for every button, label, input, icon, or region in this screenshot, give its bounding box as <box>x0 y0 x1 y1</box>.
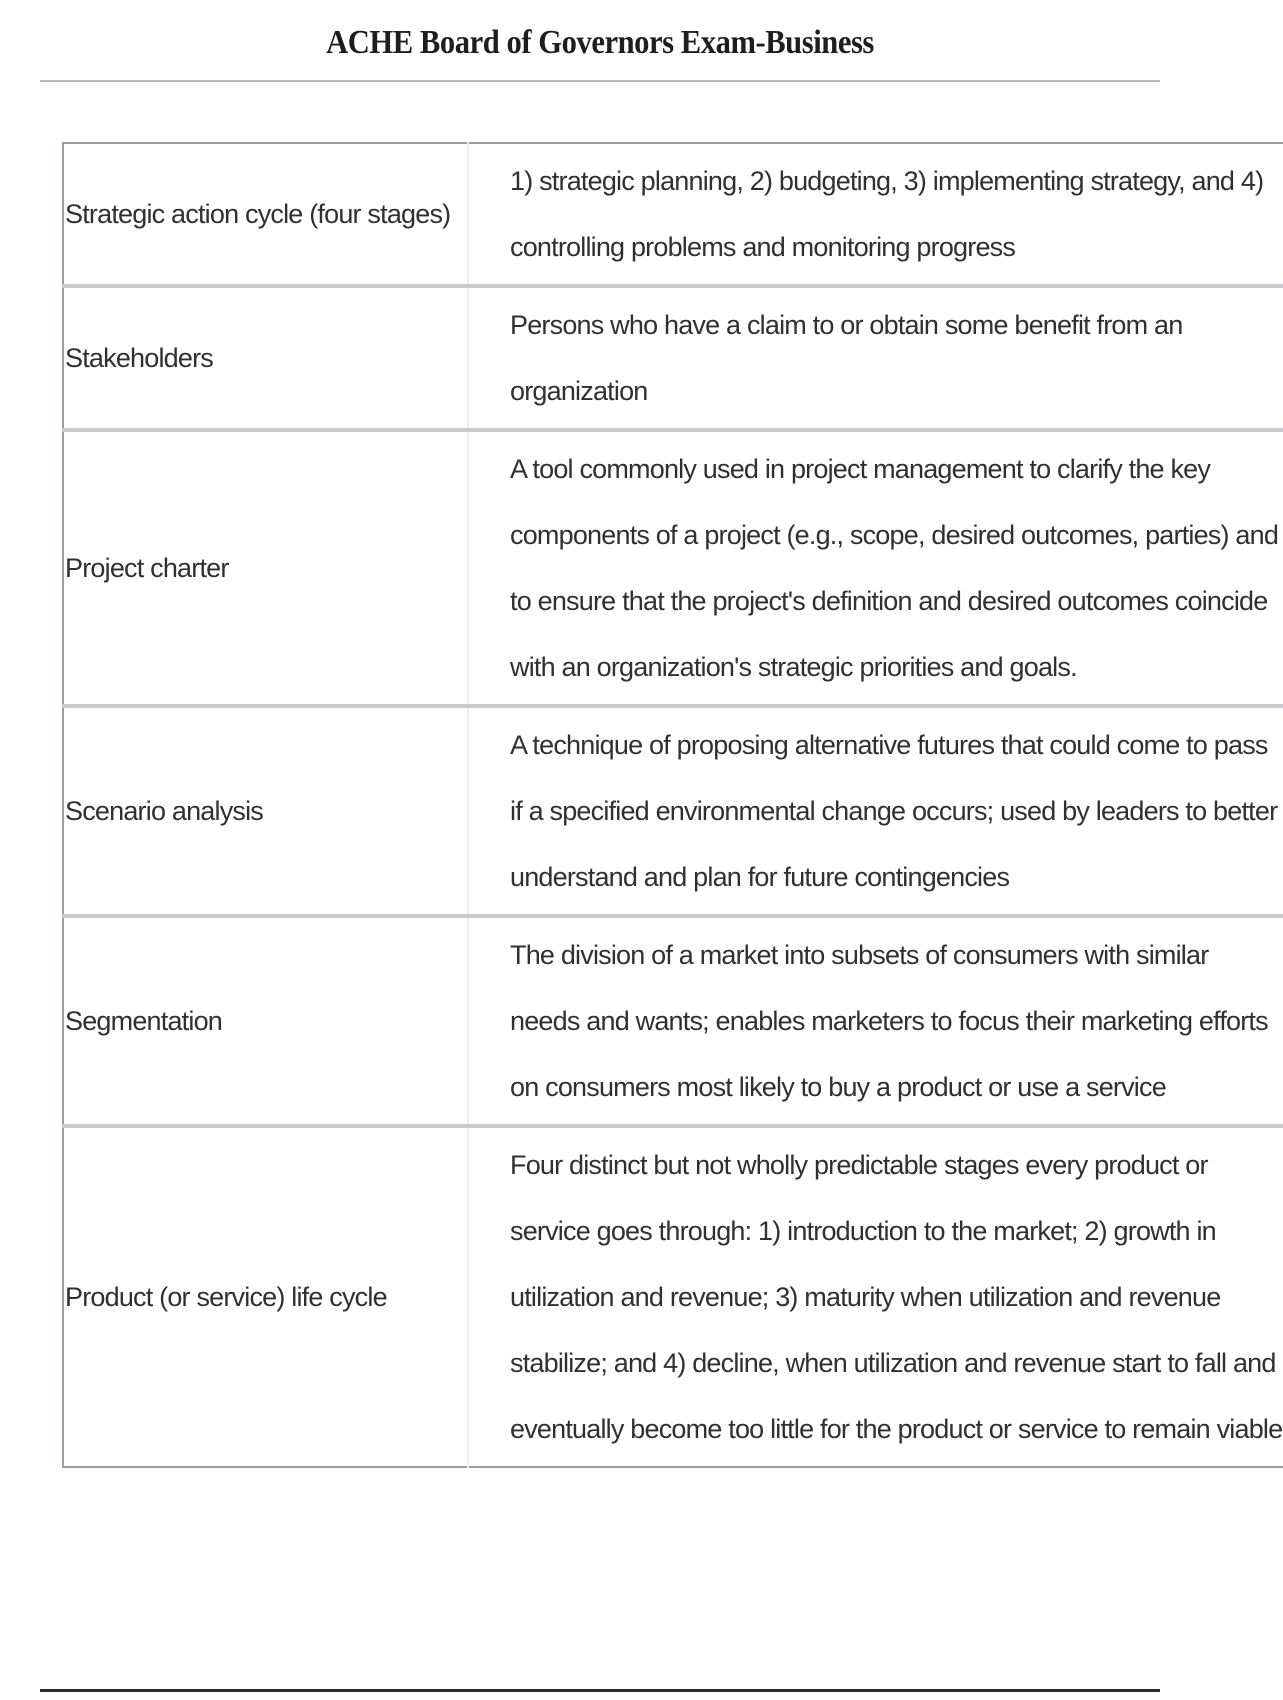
term-cell: Strategic action cycle (four stages) <box>63 143 468 286</box>
term-cell: Scenario analysis <box>63 706 468 916</box>
footer-divider <box>40 1689 1160 1692</box>
table-row <box>63 143 1283 286</box>
definition-cell: A tool commonly used in project management to clarify the key components of a project (e.g., scope, desired outcomes, parties) and to ensure that the project's definition and desired outcomes coincide with an organization's strategic priorities and goals. <box>510 454 1279 682</box>
definition-cell: A technique of proposing alternative futures that could come to pass if a specified environmental change occurs; used by leaders to better understand and plan for future contingencies <box>510 730 1278 892</box>
table-row <box>63 706 1283 916</box>
flashcard-table <box>62 142 1283 1468</box>
document-title: ACHE Board of Governors Exam-Business <box>326 24 874 61</box>
table-row <box>63 430 1283 706</box>
definition-cell: The division of a market into subsets of consumers with similar needs and wants; enables marketers to focus their marketing efforts on consumers most likely to buy a product or use a service <box>510 940 1268 1102</box>
flashcard-table-container <box>62 142 1283 1540</box>
table-row <box>63 286 1283 430</box>
table-row <box>63 1126 1283 1467</box>
term-cell: Stakeholders <box>63 286 468 430</box>
definition-cell: Persons who have a claim to or obtain some benefit from an organization <box>510 310 1183 406</box>
definition-cell: 1) strategic planning, 2) budgeting, 3) implementing strategy, and 4) controlling problems and monitoring progress <box>510 166 1264 262</box>
term-cell: Product (or service) life cycle <box>63 1126 468 1467</box>
term-cell: Segmentation <box>63 916 468 1126</box>
term-cell: Project charter <box>63 430 468 706</box>
definition-cell: Four distinct but not wholly predictable stages every product or service goes through: 1) introduction to the market; 2) growth in utilization and revenue; 3) maturity when utilization and revenue stabilize; and 4) decline, when utilization and revenue start to fall and eventually become too little for the product or service to remain viable <box>510 1150 1283 1444</box>
title-divider <box>40 80 1160 82</box>
table-row <box>63 916 1283 1126</box>
